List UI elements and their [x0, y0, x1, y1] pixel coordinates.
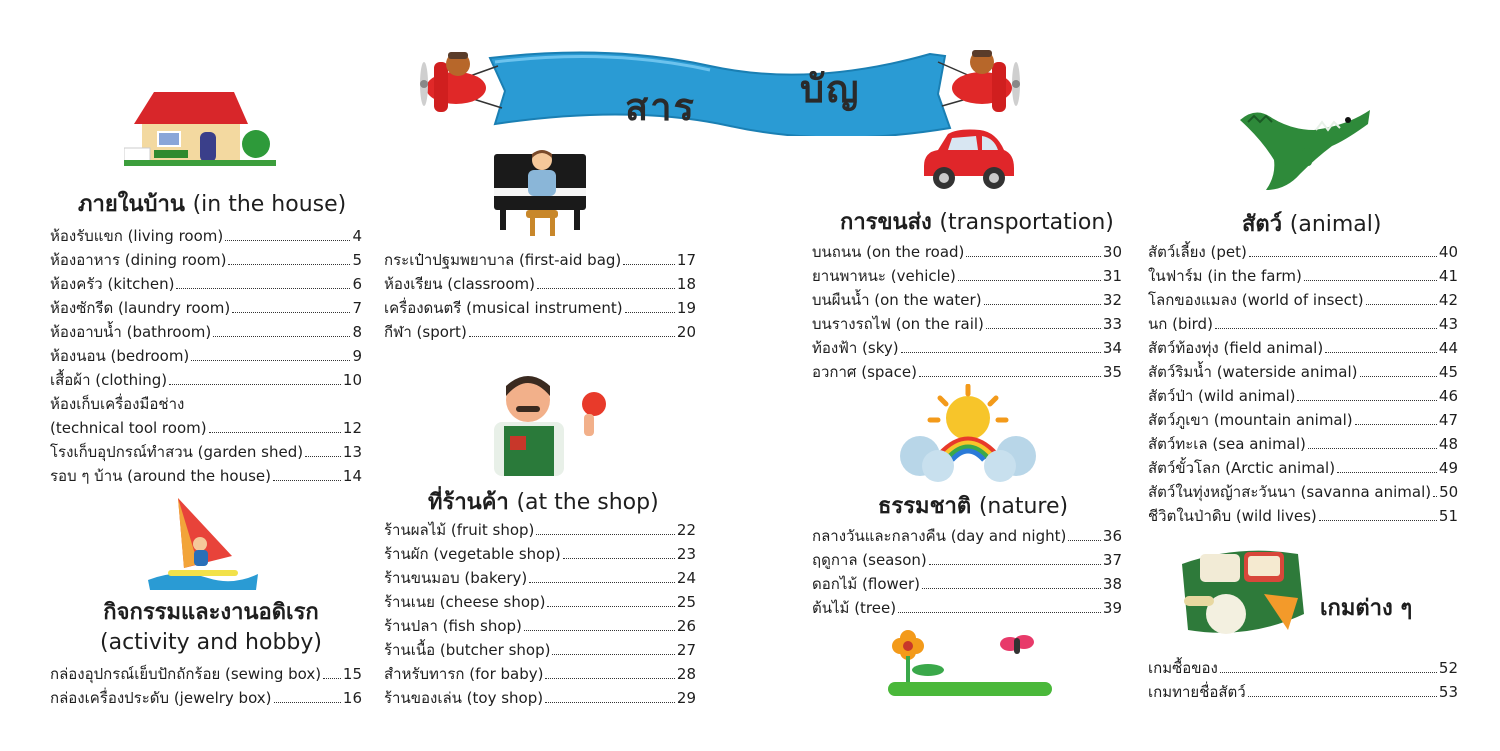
- toc-entry[interactable]: ท้องฟ้า (sky) 34: [812, 339, 1122, 357]
- cheese-icon: [1178, 544, 1308, 648]
- toc-entry[interactable]: ต้นไม้ (tree) 39: [812, 599, 1122, 617]
- section-title-nature: [878, 488, 1068, 523]
- crocodile-icon: [1236, 100, 1372, 200]
- toc-entry[interactable]: ร้านเนย (cheese shop) 25: [384, 593, 696, 611]
- toc-entry[interactable]: ห้องอาหาร (dining room) 5: [50, 251, 362, 269]
- toc-list-shop: [384, 518, 696, 710]
- toc-list-games: [1148, 656, 1458, 704]
- section-title-animal-th: สัตว์: [1242, 212, 1283, 237]
- toc-list-animal: [1148, 240, 1458, 528]
- toc-entry[interactable]: เครื่องดนตรี (musical instrument) 19: [384, 299, 696, 317]
- toc-entry[interactable]: สัตว์ขั้วโลก (Arctic animal) 49: [1148, 459, 1458, 477]
- airplane-icon: [940, 38, 1025, 122]
- section-title-shop: [428, 484, 659, 519]
- toc-entry[interactable]: (technical tool room) 12: [50, 419, 362, 437]
- section-title-games: เกมต่าง ๆ: [1320, 596, 1413, 621]
- toc-entry[interactable]: สัตว์เลี้ยง (pet) 40: [1148, 243, 1458, 261]
- sun-cloud-icon: [896, 384, 1042, 488]
- section-title-transport-en: (transportation): [939, 210, 1114, 235]
- toc-entry[interactable]: รอบ ๆ บ้าน (around the house) 14: [50, 467, 362, 485]
- section-title-transport: [840, 204, 1114, 239]
- section-title-house-en: (in the house): [192, 192, 347, 217]
- toc-entry[interactable]: โรงเก็บอุปกรณ์ทำสวน (garden shed) 13: [50, 443, 362, 461]
- toc-entry[interactable]: ห้องเรียน (classroom) 18: [384, 275, 696, 293]
- section-title-transport-th: การขนส่ง: [840, 210, 932, 235]
- toc-entry[interactable]: ห้องนอน (bedroom) 9: [50, 347, 362, 365]
- flower-icon: [888, 622, 1058, 706]
- toc-entry[interactable]: ร้านผัก (vegetable shop) 23: [384, 545, 696, 563]
- toc-entry[interactable]: บนผืนน้ำ (on the water) 32: [812, 291, 1122, 309]
- toc-entry[interactable]: กลางวันและกลางคืน (day and night) 36: [812, 527, 1122, 545]
- toc-list-house: [50, 224, 362, 488]
- section-title-animal-en: (animal): [1289, 212, 1382, 237]
- section-title-activity-en: (activity and hobby): [100, 630, 322, 655]
- toc-entry[interactable]: เสื้อผ้า (clothing) 10: [50, 371, 362, 389]
- toc-entry[interactable]: ในฟาร์ม (in the farm) 41: [1148, 267, 1458, 285]
- windsurfer-icon: [148, 494, 258, 598]
- toc-entry[interactable]: ชีวิตในป่าดิบ (wild lives) 51: [1148, 507, 1458, 525]
- toc-entry[interactable]: ร้านเนื้อ (butcher shop) 27: [384, 641, 696, 659]
- section-title-house: [78, 186, 346, 221]
- section-title-shop-en: (at the shop): [516, 490, 659, 515]
- toc-entry[interactable]: สำหรับทารก (for baby) 28: [384, 665, 696, 683]
- toc-entry[interactable]: สัตว์ท้องทุ่ง (field animal) 44: [1148, 339, 1458, 357]
- section-title-animal: [1242, 206, 1381, 241]
- toc-entry[interactable]: โลกของแมลง (world of insect) 42: [1148, 291, 1458, 309]
- toc-list-nature: [812, 524, 1122, 620]
- section-title-nature-en: (nature): [978, 494, 1069, 519]
- toc-entry[interactable]: สัตว์ริมน้ำ (waterside animal) 45: [1148, 363, 1458, 381]
- toc-entry[interactable]: เกมซื้อของ 52: [1148, 659, 1458, 677]
- piano-icon: [490, 148, 590, 244]
- toc-list-activity: [50, 662, 362, 710]
- toc-entry[interactable]: กล่องเครื่องประดับ (jewelry box) 16: [50, 689, 362, 707]
- shopkeeper-icon: [480, 370, 610, 480]
- toc-entry[interactable]: ห้องซักรีด (laundry room) 7: [50, 299, 362, 317]
- banner-title-part2: บัญ: [800, 67, 861, 111]
- banner-title-part1: สาร: [625, 85, 696, 129]
- toc-entry[interactable]: ร้านปลา (fish shop) 26: [384, 617, 696, 635]
- section-title-activity: [100, 598, 322, 658]
- airplane-icon: [414, 40, 499, 124]
- toc-entry[interactable]: บนรางรถไฟ (on the rail) 33: [812, 315, 1122, 333]
- toc-entry[interactable]: ร้านผลไม้ (fruit shop) 22: [384, 521, 696, 539]
- toc-entry[interactable]: ดอกไม้ (flower) 38: [812, 575, 1122, 593]
- house-icon: [124, 88, 276, 172]
- toc-entry[interactable]: สัตว์ทะเล (sea animal) 48: [1148, 435, 1458, 453]
- toc-entry[interactable]: ฤดูกาล (season) 37: [812, 551, 1122, 569]
- toc-entry[interactable]: กล่องอุปกรณ์เย็บปักถักร้อย (sewing box) 15: [50, 665, 362, 683]
- section-title-shop-th: ที่ร้านค้า: [428, 490, 509, 515]
- toc-entry[interactable]: กีฬา (sport) 20: [384, 323, 696, 341]
- toc-list-transport: [812, 240, 1122, 384]
- section-title-activity-th: กิจกรรมและงานอดิเรก: [103, 600, 319, 625]
- toc-entry[interactable]: ห้องครัว (kitchen) 6: [50, 275, 362, 293]
- toc-entry[interactable]: นก (bird) 43: [1148, 315, 1458, 333]
- toc-entry[interactable]: สัตว์ภูเขา (mountain animal) 47: [1148, 411, 1458, 429]
- toc-entry[interactable]: ห้องอาบน้ำ (bathroom) 8: [50, 323, 362, 341]
- section-title-nature-th: ธรรมชาติ: [878, 494, 972, 519]
- toc-entry[interactable]: สัตว์ป่า (wild animal) 46: [1148, 387, 1458, 405]
- toc-entry[interactable]: ห้องเก็บเครื่องมือช่าง: [50, 395, 185, 413]
- toc-entry[interactable]: เกมทายชื่อสัตว์ 53: [1148, 683, 1458, 701]
- title-banner: [410, 36, 1030, 136]
- toc-entry[interactable]: ร้านของเล่น (toy shop) 29: [384, 689, 696, 707]
- toc-entry[interactable]: ห้องรับแขก (living room) 4: [50, 227, 362, 245]
- car-icon: [918, 126, 1018, 196]
- toc-entry[interactable]: ร้านขนมอบ (bakery) 24: [384, 569, 696, 587]
- toc-entry[interactable]: อวกาศ (space) 35: [812, 363, 1122, 381]
- toc-entry[interactable]: สัตว์ในทุ่งหญ้าสะวันนา (savanna animal) 50: [1148, 483, 1459, 501]
- toc-list-activity-cont: [384, 248, 696, 344]
- toc-entry[interactable]: ยานพาหนะ (vehicle) 31: [812, 267, 1122, 285]
- section-title-house-th: ภายในบ้าน: [78, 192, 185, 217]
- toc-entry[interactable]: กระเป๋าปฐมพยาบาล (first-aid bag) 17: [384, 251, 696, 269]
- toc-entry[interactable]: บนถนน (on the road) 30: [812, 243, 1122, 261]
